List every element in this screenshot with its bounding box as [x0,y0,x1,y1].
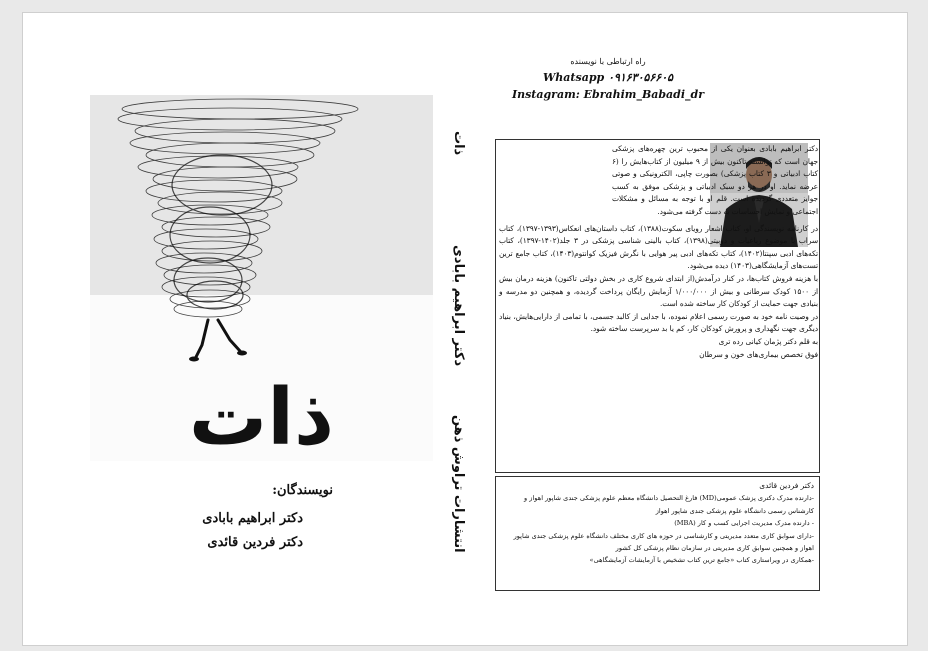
bio-intro-paragraph: دکتر ابراهیم بابادی بعنوان یکی از محبوب ترین چهره‌های پزشکی جهان است که توانسته تاکنون بیش از ۹ میلیون از کتاب‌هایش را (۶ کتاب ادبیاتی و ۳ کتاب پزشکی) بصورت چاپی، الکترونیکی و صوتی عرضه نماید. او در هر دو سبک ادبیاتی و پزشکی موفق به کسب جوایز متعددی گردیده است. قلم او با توجه به مسائل و مشکلات اجتماعی و نمایش احساسات به دست گرفته می‌شود. [612,144,819,216]
bio-signature-title: فوق تخصص بیماری‌های خون و سرطان [699,349,818,359]
contact-heading: راه ارتباطی با نویسنده [570,57,646,66]
instagram-contact: Instagram: Ebrahim_Babadi_dr [511,88,705,101]
book-cover-spread [22,12,908,646]
spine-publisher: انتشارات تراوش ذهن [451,415,466,553]
second-author-line: -دارنده مدرک دکتری پزشک عمومی(MD) فارغ التحصیل دانشگاه معظم علوم پزشکی جندی شاپور اهواز و کارشناس رسمی دانشگاه علوم پزشکی جندی شاپور اهواز [524,494,814,515]
cover-author-name: دکتر فردین قائدی [207,535,303,550]
spine-author: دکتر ابراهیم بابادی [451,245,466,367]
cover-author-name: دکتر ابراهیم بابادی [202,511,303,526]
second-author-line: -دارای سوابق کاری متعدد مدیریتی و کارشناسی در حوزه های کاری مختلف دانشگاه علوم پزشکی جندی شاپور اهواز و همچنین سوابق کاری مدیریتی در سازمان نظام پزشکی کل کشور [513,531,814,553]
bio-paragraph: در وصیت نامه خود به صورت رسمی اعلام نموده، با جدایی از کالبد جسمی، با تمامی از دارایی‌هایش، بنیاد دیگری جهت نگهداری و پرورش کودکان کار، کم یا بد سرپرست ساخته شود. [499,311,818,334]
bio-signature: به قلم دکتر پژمان کیانی رده تری [718,336,818,346]
bio-paragraph: در کارنامه نویسندگی او، کتاب اشعار رویای سکوت(۱۳۸۸)، کتاب داستان‌های انعکاس(۱۳۹۳-۱۳۹۷)، کتاب سراب با موضوع رباعیات و دوبیتی(۱۳۹۸)، کتاب بالینی شناسی پزشکی در ۳ جلد(۱۴۰۲-۱۳۹۷)، کتاب تکه‌های ادبی سپنتا(۱۴۰۲)، کتاب تکه‌های ادبی پیر هوایی با نگرش فیزیک کوانتوم(۱۴۰۳)، کتاب جامع ترین تست‌های آزمایشگاهی(۱۴۰۳) دیده می‌شود. [499,223,819,271]
author-bio-box [495,139,820,473]
spine-title: ذات [451,131,466,156]
cover-title: ذات [188,373,335,463]
bio-paragraph: با هزینه فروش کتاب‌ها، در کنار درآمدش(از ابتدای شروع کاری در بخش دولتی تاکنون) هزینه درمان بیش از ۱۵۰۰ کودک سرطانی و بیش از ۱/۰۰۰/۰۰۰ آزمایش رایگان پرداخت گردیده، و همچنین دو مدرسه و بنیادی جهت حمایت از کودکان کار ساخته شده است. [499,273,818,309]
author-biography [499,143,818,361]
second-author-box [495,476,820,591]
authors-heading: نویسندگان: [272,483,333,498]
second-author-line: -همکاری در ویراستاری کتاب «جامع ترین کتاب تشخیص با آزمایشات آزمایشگاهی» [589,556,814,565]
second-author-heading: دکتر فردین قائدی [759,481,814,490]
whatsapp-contact: Whatsapp ۰۹۱۶۳۰۵۶۶۰۵ [542,71,674,84]
second-author-line: - دارنده مدرک مدیریت اجرایی کسب و کار (MBA) [674,519,814,528]
